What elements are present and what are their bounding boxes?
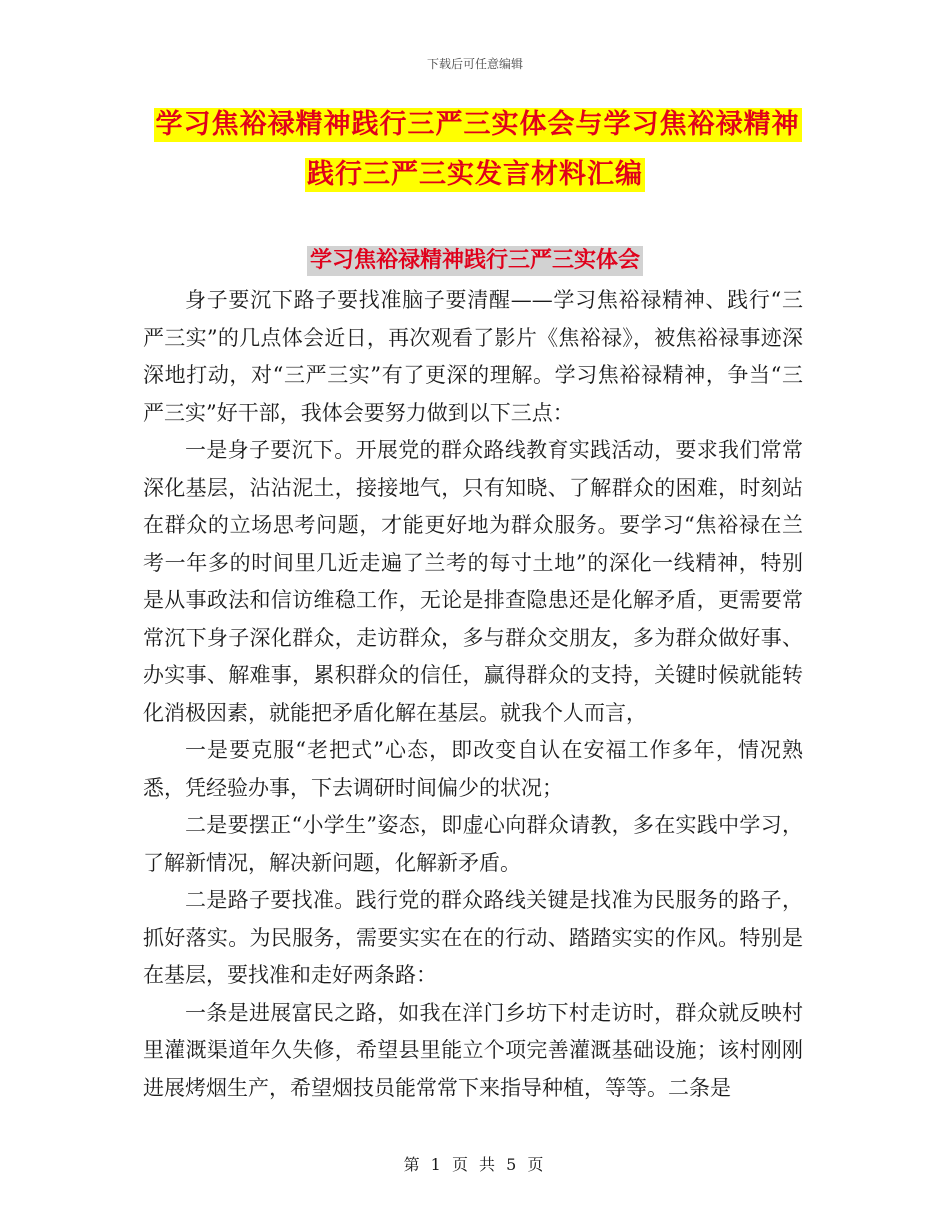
body-text <box>143 282 803 1107</box>
paragraph: 一条是进展富民之路，如我在洋门乡坊下村走访时，群众就反映村里灌溉渠道年久失修，希望县里能立个项完善灌溉基础设施；该村刚刚进展烤烟生产，希望烟技员能常常下来指导种植，等等。二条是 <box>143 1000 803 1100</box>
header-note: 下载后可任意编辑 <box>426 57 523 71</box>
paragraph: 一是要克服“老把式”心态，即改变自认在安福工作多年，情况熟悉，凭经验办事，下去调研时间偏少的状况； <box>143 738 803 800</box>
paragraph: 身子要沉下路子要找准脑子要清醒——学习焦裕禄精神、践行“三严三实”的几点体会近日，再次观看了影片《焦裕禄》，被焦裕禄事迹深深地打动，对“三严三实”有了更深的理解。学习焦裕禄精神，争当“三严三实”好干部，我体会要努力做到以下三点： <box>143 288 803 425</box>
document-title <box>0 108 950 208</box>
paragraph: 二是要摆正“小学生”姿态，即虚心向群众请教，多在实践中学习，了解新情况，解决新问题，化解新矛盾。 <box>143 813 803 875</box>
page-footer: 第 1 页 共 5 页 <box>403 1155 547 1174</box>
paragraph: 二是路子要找准。践行党的群众路线关键是找准为民服务的路子，抓好落实。为民服务，需要实实在在的行动、踏踏实实的作风。特别是在基层，要找准和走好两条路： <box>143 888 803 987</box>
title-line-1: 学习焦裕禄精神践行三严三实体会与学习焦裕禄精神 <box>155 109 800 140</box>
section-heading: 学习焦裕禄精神践行三严三实体会 <box>307 246 643 276</box>
title-line-2: 践行三严三实发言材料汇编 <box>307 159 643 190</box>
paragraph: 一是身子要沉下。开展党的群众路线教育实践活动，要求我们常常深化基层，沾沾泥土，接接地气，只有知晓、了解群众的困难，时刻站在群众的立场思考问题，才能更好地为群众服务。要学习“焦裕禄在兰考一年多的时间里几近走遍了兰考的每寸土地”的深化一线精神，特别是从事政法和信访维稳工作，无论是排查隐患还是化解矛盾，更需要常常沉下身子深化群众，走访群众，多与群众交朋友，多为群众做好事、办实事、解难事，累积群众的信任，赢得群众的支持，关键时候就能转化消极因素，就能把矛盾化解在基层。就我个人而言， <box>143 438 803 725</box>
